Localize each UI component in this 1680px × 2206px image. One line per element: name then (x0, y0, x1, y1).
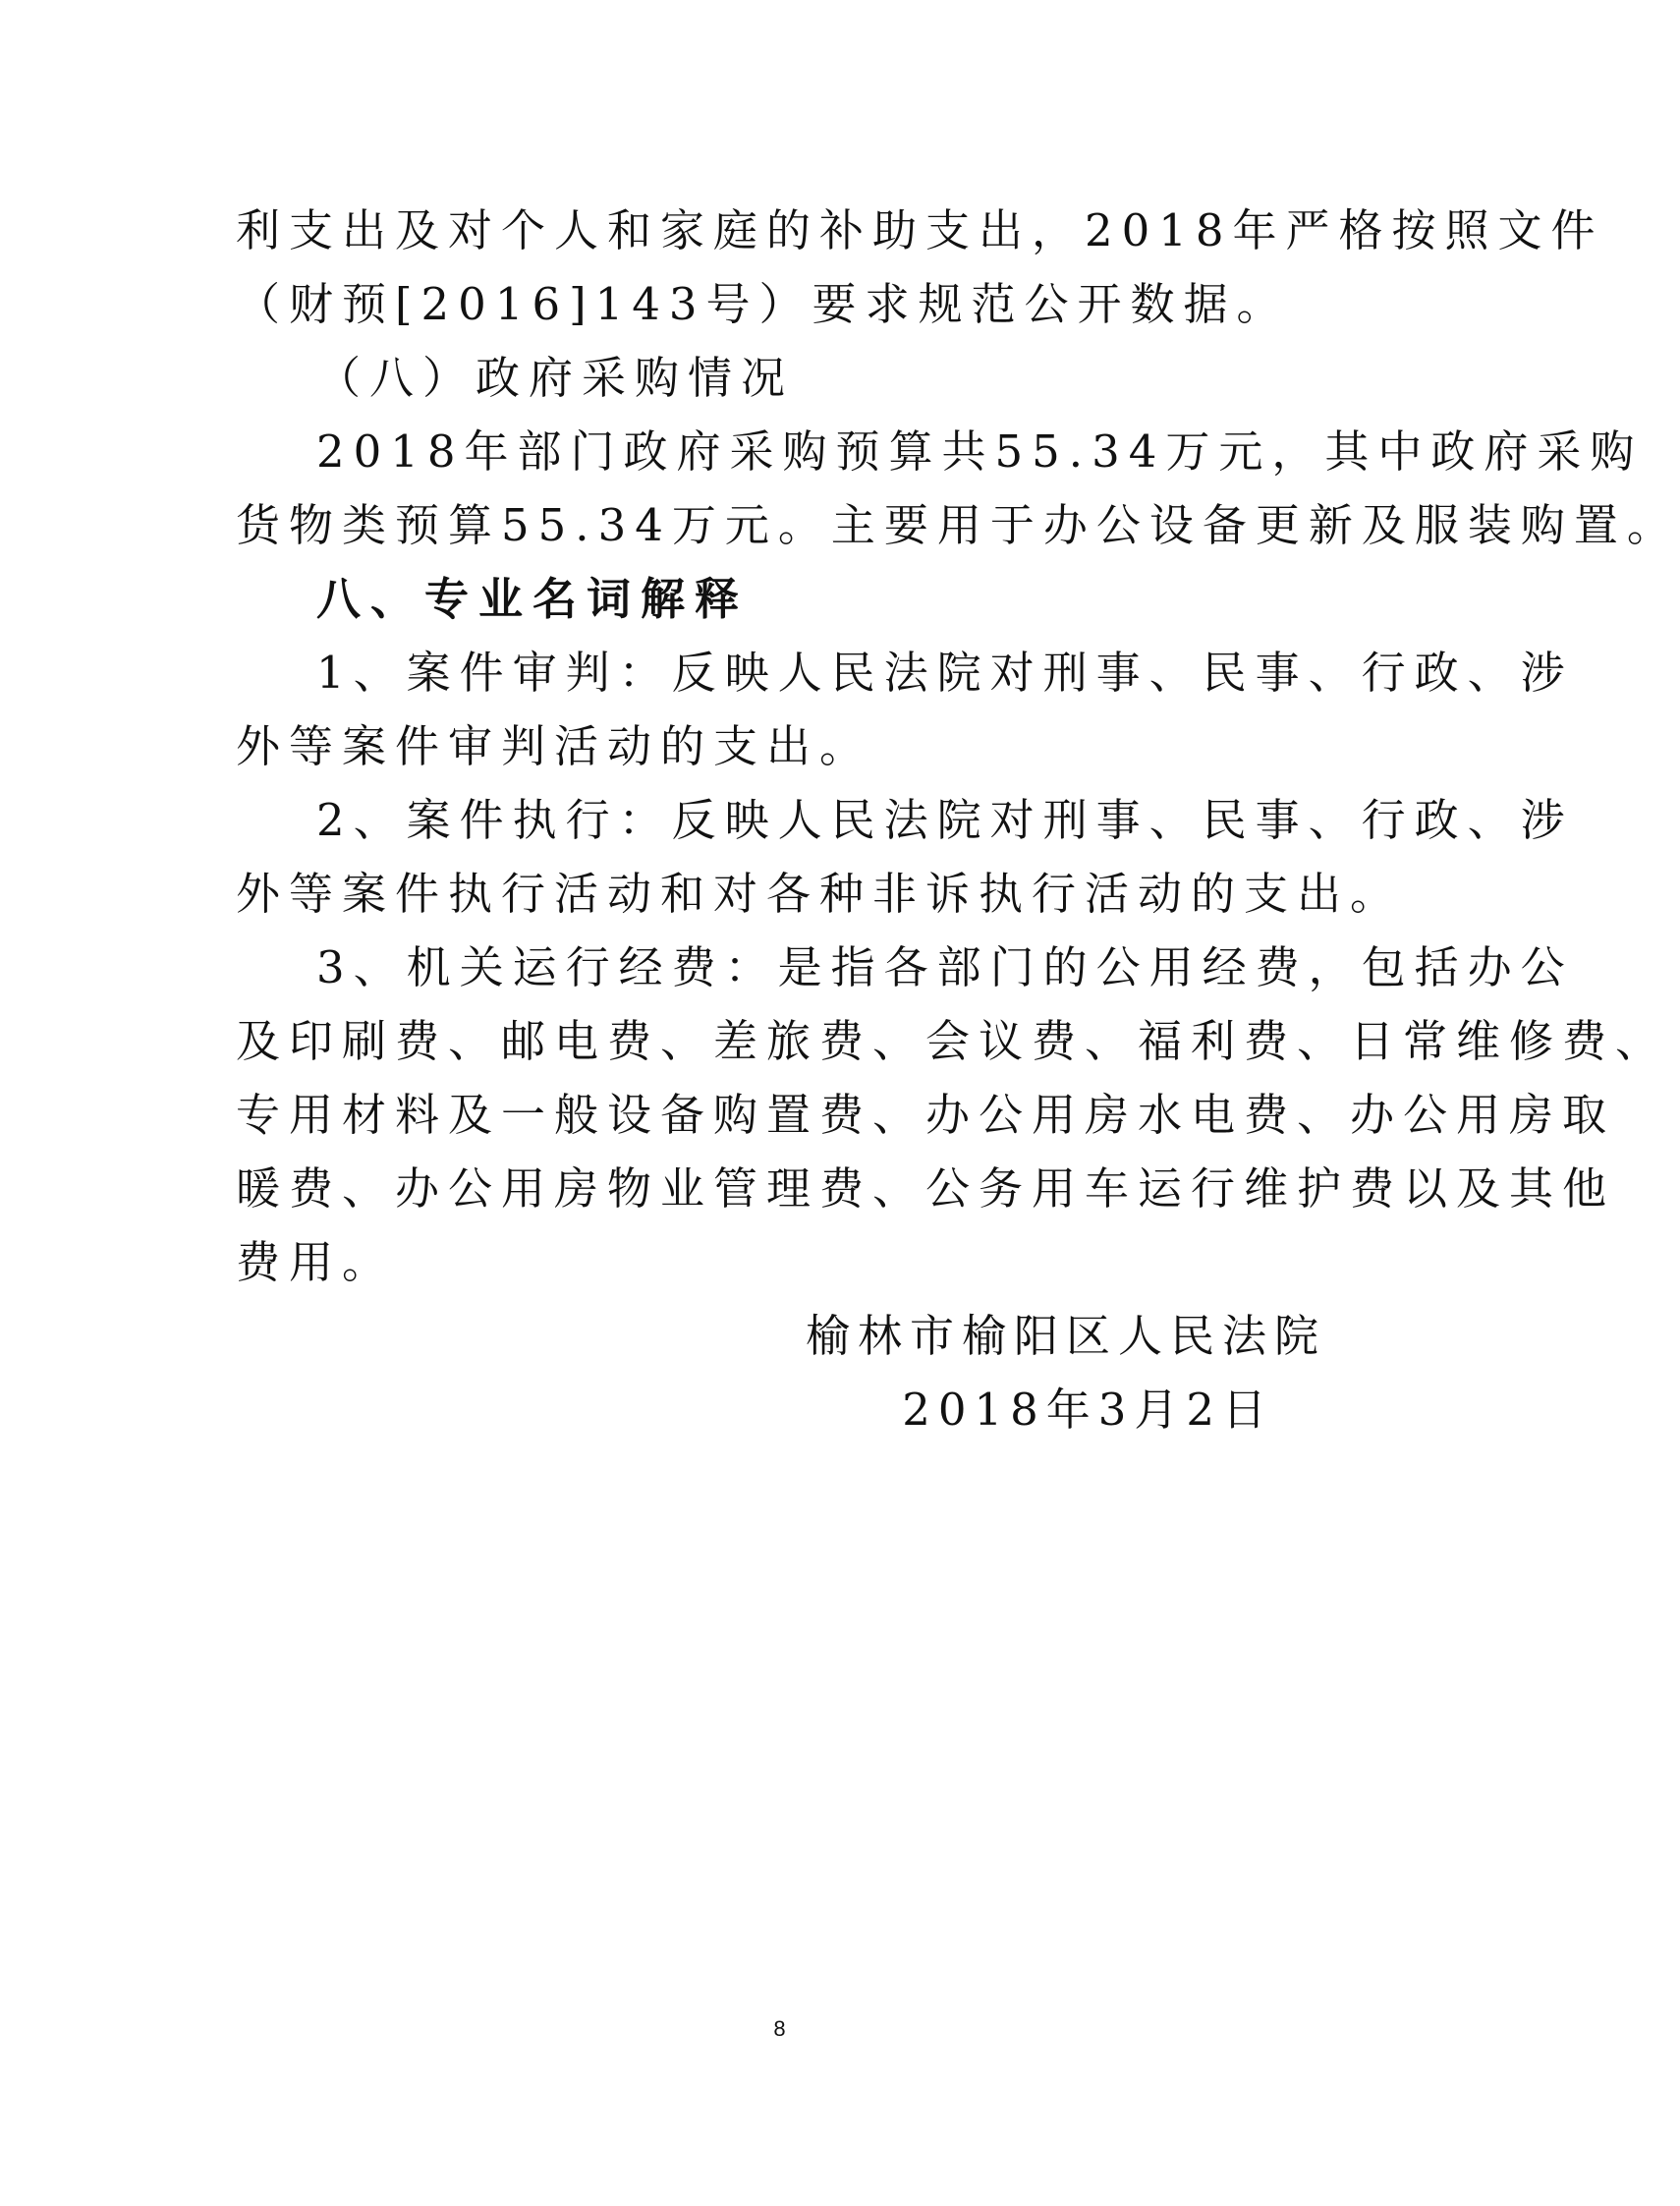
term-2-line-1: 2、案件执行：反映人民法院对刑事、民事、行政、涉 (316, 794, 1574, 846)
paragraph-subsidy-line-2: （财预[2016]143号）要求规范公开数据。 (236, 278, 1290, 330)
signature-organization: 榆林市榆阳区人民法院 (805, 1310, 1326, 1362)
page-number: 8 (773, 2016, 786, 2041)
paragraph-subsidy-line-1: 利支出及对个人和家庭的补助支出，2018年严格按照文件 (236, 204, 1604, 256)
term-2-line-2: 外等案件执行活动和对各种非诉执行活动的支出。 (236, 868, 1404, 920)
term-1-line-2: 外等案件审判活动的支出。 (236, 720, 873, 772)
term-3-line-4: 暖费、办公用房物业管理费、公务用车运行维护费以及其他 (236, 1162, 1616, 1215)
term-3-line-3: 专用材料及一般设备购置费、办公用房水电费、办公用房取 (236, 1089, 1616, 1141)
subheading-procurement: （八）政府采购情况 (316, 352, 795, 404)
term-3-line-1: 3、机关运行经费：是指各部门的公用经费，包括办公 (316, 941, 1574, 993)
signature-date: 2018年3月2日 (902, 1384, 1274, 1436)
paragraph-procurement-line-2: 货物类预算55.34万元。主要用于办公设备更新及服装购置。 (236, 499, 1680, 551)
term-3-line-2: 及印刷费、邮电费、差旅费、会议费、福利费、日常维修费、 (236, 1015, 1669, 1067)
section-heading-terms: 八、专业名词解释 (316, 573, 750, 625)
paragraph-procurement-line-1: 2018年部门政府采购预算共55.34万元，其中政府采购 (316, 425, 1644, 478)
term-1-line-1: 1、案件审判：反映人民法院对刑事、民事、行政、涉 (316, 647, 1574, 699)
term-3-line-5: 费用。 (236, 1236, 396, 1288)
